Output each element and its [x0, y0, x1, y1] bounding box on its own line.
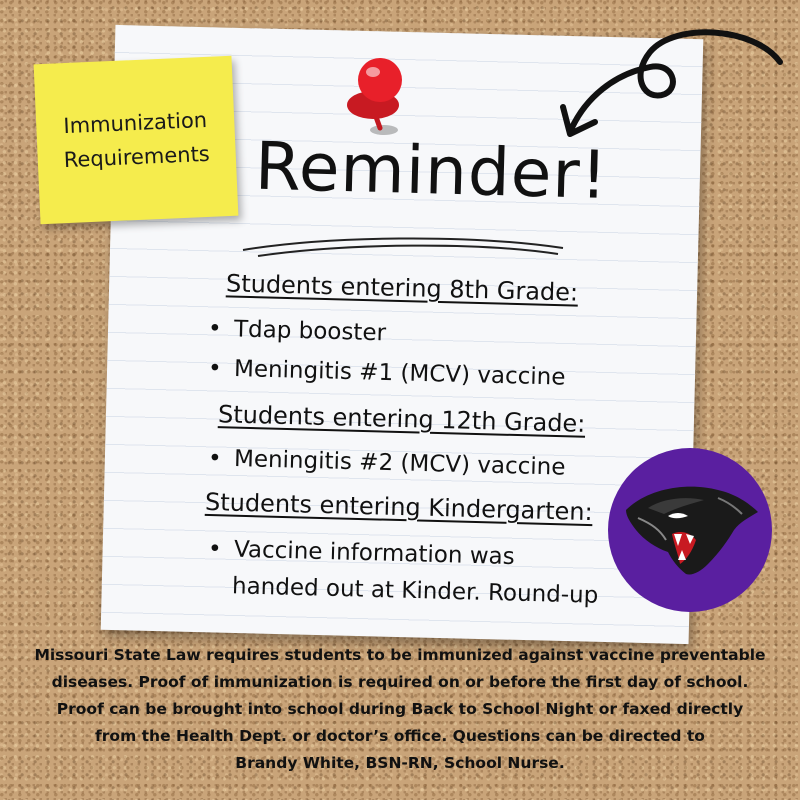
footer-line: Brandy White, BSN-RN, School Nurse.: [235, 754, 565, 772]
bullet-icon: •: [207, 445, 222, 472]
panther-logo: [608, 448, 772, 612]
heading-kindergarten: Students entering Kindergarten:: [204, 487, 594, 527]
bullet-icon: •: [207, 535, 222, 563]
footer-line: Missouri State Law requires students to be immunized against vaccine preventable: [34, 646, 766, 664]
pushpin-icon: [340, 50, 420, 140]
bullet-icon: •: [207, 315, 222, 343]
title-underline: [238, 228, 568, 268]
footer-line: Proof can be brought into school during Back to School Night or faxed directly: [56, 700, 744, 718]
sticky-line-1: Immunization: [62, 107, 208, 139]
page-title: Reminder!: [254, 127, 610, 214]
list-item-text: Vaccine information was: [233, 536, 516, 571]
footer-line: diseases. Proof of immunization is required on or before the first day of school.: [51, 673, 749, 691]
curved-arrow-icon: [555, 22, 785, 147]
heading-12th-grade: Students entering 12th Grade:: [217, 400, 586, 438]
list-item: [208, 316, 387, 347]
bullet-icon: •: [207, 355, 222, 382]
footer-notice: [0, 642, 800, 777]
panther-icon: [608, 448, 772, 612]
list-item-continuation: handed out at Kinder. Round-up: [231, 573, 599, 609]
sticky-line-2: Requirements: [63, 141, 211, 173]
footer-line: from the Health Dept. or doctor’s office. Questions can be directed to: [95, 727, 705, 745]
list-item-text: Meningitis #1 (MCV) vaccine: [233, 356, 566, 391]
list-item-text: Tdap booster: [233, 316, 387, 347]
list-item-text: Meningitis #2 (MCV) vaccine: [233, 446, 566, 481]
heading-8th-grade: Students entering 8th Grade:: [225, 269, 579, 307]
sticky-note: [34, 56, 239, 224]
